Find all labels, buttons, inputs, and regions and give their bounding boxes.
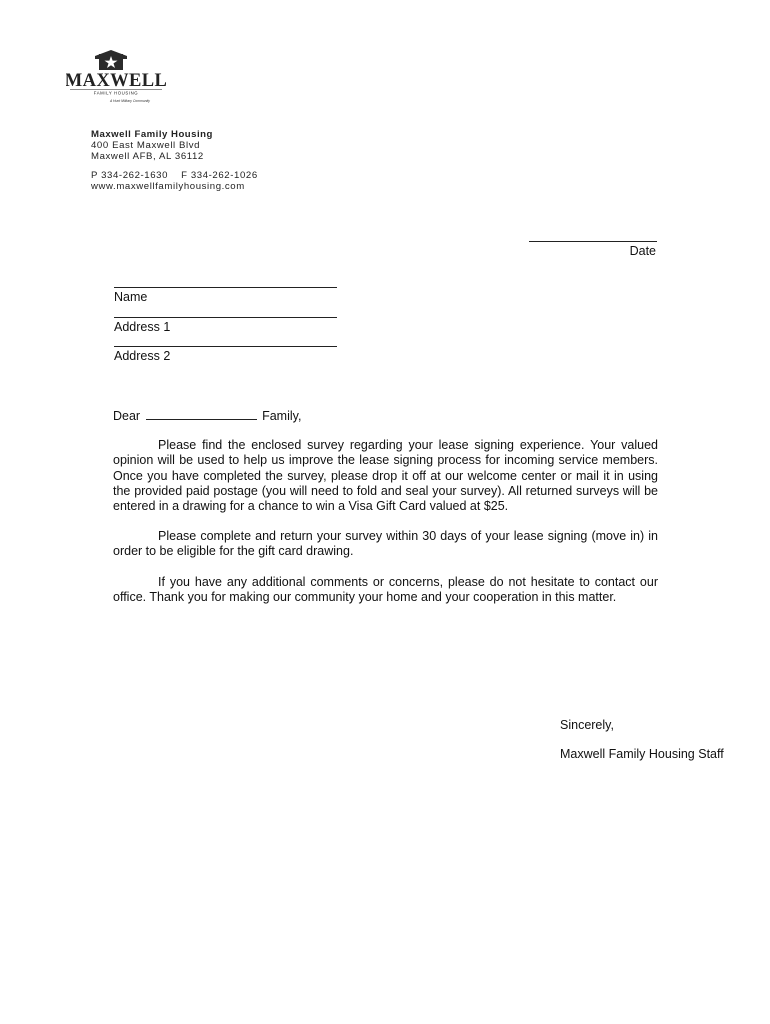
paragraph-2: Please complete and return your survey within 30 days of your lease signing (move in) in order to be eligible for the gift card drawing. [113,529,658,559]
letter-body [113,408,658,620]
logo-tagline: A Hunt Military Community [109,99,151,103]
salutation-prefix: Dear [113,409,141,423]
name-blank-line [114,287,337,288]
address2-blank-line [114,346,337,347]
address2-label: Address 2 [114,349,171,363]
maxwell-logo [66,50,166,104]
address1-blank-line [114,317,337,318]
address-line-2: Maxwell AFB, AL 36112 [91,151,204,163]
closing-block [560,718,724,762]
logo-wordmark: MAXWELL [66,71,166,91]
letterhead-address [91,129,258,192]
name-label: Name [114,290,148,304]
website: www.maxwellfamilyhousing.com [91,180,245,192]
organization-name: Maxwell Family Housing [91,129,213,140]
date-label: Date [629,244,656,258]
family-name-blank [146,408,257,420]
address1-label: Address 1 [114,320,171,334]
salutation [113,408,658,424]
house-star-icon [66,50,166,104]
phone-fax: P 334-262-1630 F 334-262-1026 [91,169,258,181]
date-blank-line [529,241,657,242]
logo-subtitle: FAMILY HOUSING [93,90,139,96]
address-line-1: 400 East Maxwell Blvd [91,140,201,152]
signature: Maxwell Family Housing Staff [560,747,724,761]
salutation-suffix: Family, [262,409,302,423]
valediction: Sincerely, [560,718,614,732]
paragraph-1: Please find the enclosed survey regarding your lease signing experience. Your valued opinion will be used to help us improve the lease signing process for incoming service members. Once you have completed the survey, please drop it off at our welcome center or mail it in using the provided paid postage (you will need to fold and seal your survey). All returned surveys will be entered in a drawing for a chance to win a Visa Gift Card valued at $25. [113,438,658,514]
paragraph-3: If you have any additional comments or concerns, please do not hesitate to contact our office. Thank you for making our community your home and your cooperation in this matter. [113,574,658,604]
